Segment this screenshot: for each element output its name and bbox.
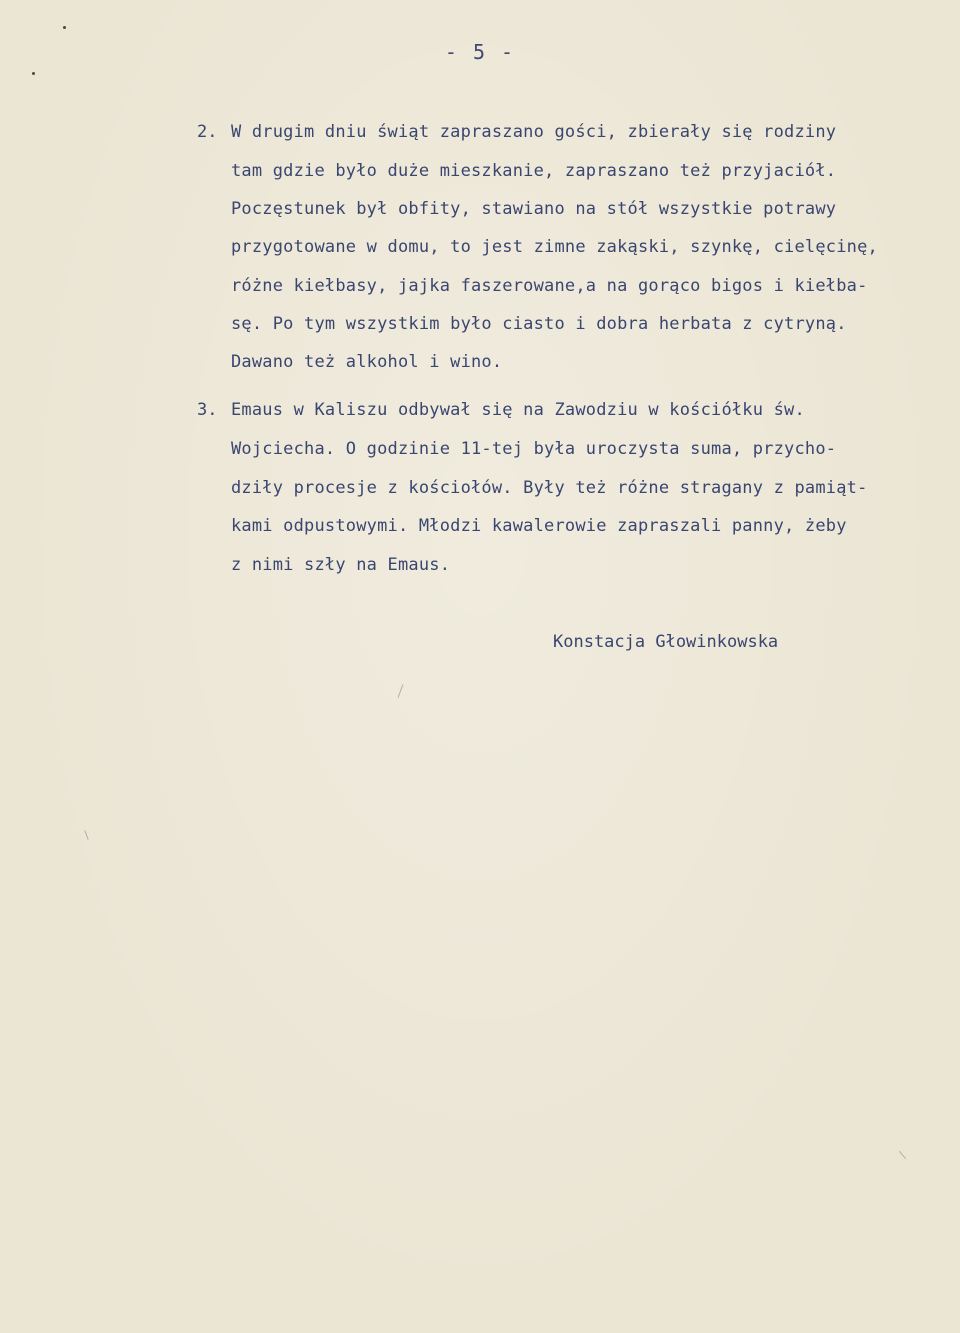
page-number: - 5 - [444,40,516,64]
text-line: Wojciecha. O godzinie 11-tej była uroczysta suma, przycho- [231,439,837,459]
text-line: Dawano też alkohol i wino. [231,352,503,372]
item-number: 3. [197,400,218,420]
paper-speck [63,26,66,29]
text-line: różne kiełbasy, jajka faszerowane,a na gorąco bigos i kiełba- [231,276,868,296]
text-line: dziły procesje z kościołów. Były też różne stragany z pamiąt- [231,478,868,498]
text-line: sę. Po tym wszystkim było ciasto i dobra herbata z cytryną. [231,314,847,334]
paper-mark [899,1151,906,1159]
paper-speck [32,72,35,75]
signature: Konstacja Głowinkowska [553,632,779,652]
paper-mark [398,684,404,697]
paper-mark [84,830,88,840]
text-line: W drugim dniu świąt zapraszano gości, zbierały się rodziny [231,122,837,142]
text-line: Emaus w Kaliszu odbywał się na Zawodziu w kościółku św. [231,400,805,420]
text-line: kami odpustowymi. Młodzi kawalerowie zapraszali panny, żeby [231,516,847,536]
text-line: przygotowane w domu, to jest zimne zakąski, szynkę, cielęcinę, [231,237,878,257]
item-number: 2. [197,122,218,142]
text-line: tam gdzie było duże mieszkanie, zapraszano też przyjaciół. [231,161,837,181]
text-line: z nimi szły na Emaus. [231,555,451,575]
text-line: Poczęstunek był obfity, stawiano na stół wszystkie potrawy [231,199,837,219]
